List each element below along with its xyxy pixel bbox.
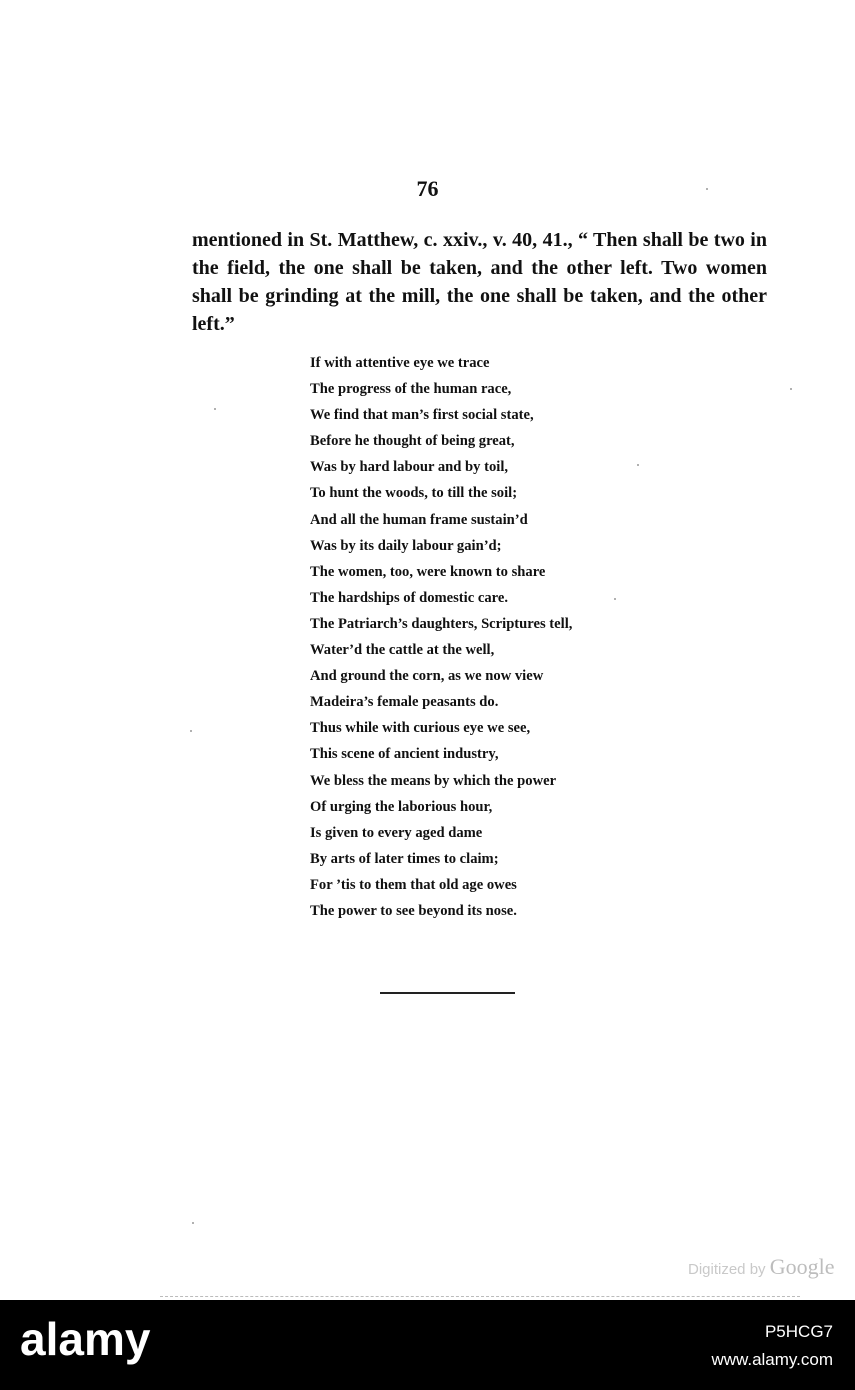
scan-speck <box>192 1222 194 1224</box>
poem-line: The women, too, were known to share <box>310 563 546 580</box>
poem-line: Was by hard labour and by toil, <box>310 459 509 476</box>
scan-speck <box>190 730 192 732</box>
poem-line: To hunt the woods, to till the soil; <box>310 485 518 502</box>
scan-speck <box>214 408 216 410</box>
poem-line: Water’d the cattle at the well, <box>310 642 495 659</box>
page-number: 76 <box>416 176 439 201</box>
scan-speck <box>790 388 792 390</box>
scan-speck <box>614 598 616 600</box>
scan-speck <box>637 464 639 466</box>
poem-line: If with attentive eye we trace <box>310 355 490 371</box>
digitized-watermark <box>688 1254 834 1280</box>
section-divider <box>380 992 515 994</box>
poem-line: Is given to every aged dame <box>310 824 483 841</box>
image-id: P5HCG7 <box>764 1322 833 1341</box>
watermark-brand: Google <box>769 1254 835 1279</box>
poem-line: Thus while with curious eye we see, <box>310 720 531 737</box>
poem-line: And all the human frame sustain’d <box>310 511 528 528</box>
poem-line: The progress of the human race, <box>310 381 512 398</box>
poem-line: Before he thought of being great, <box>310 433 515 450</box>
poem-line: The Patriarch’s daughters, Scriptures tell, <box>310 615 573 632</box>
prose-paragraph <box>192 226 767 338</box>
poem-line: Was by its daily labour gain’d; <box>310 537 502 554</box>
stock-footer <box>0 1300 855 1390</box>
poem-line: This scene of ancient industry, <box>310 746 499 763</box>
scan-edge <box>160 1296 800 1297</box>
poem-line: We find that man’s first social state, <box>310 407 534 424</box>
poem-line: Madeira’s female peasants do. <box>310 694 499 711</box>
scan-speck <box>706 188 708 190</box>
poem-line: We bless the means by which the power <box>310 772 557 789</box>
poem-line: By arts of later times to claim; <box>310 850 499 867</box>
poem <box>310 350 630 924</box>
watermark-prefix: Digitized by <box>688 1261 766 1278</box>
alamy-logo: alamy <box>20 1313 151 1365</box>
site-url: www.alamy.com <box>711 1350 833 1369</box>
poem-line: Of urging the laborious hour, <box>310 798 493 815</box>
poem-line: The hardships of domestic care. <box>310 589 508 606</box>
prose-text: mentioned in St. Matthew, c. xxiv., v. 40, 41., “ Then shall be two in the field, the one shall be taken, and the other left. Two women shall be grinding at the mill, the one shall be taken, and the other left.” <box>192 229 767 335</box>
poem-line: For ’tis to them that old age owes <box>310 876 517 893</box>
poem-line: And ground the corn, as we now view <box>310 668 544 685</box>
poem-line: The power to see beyond its nose. <box>310 902 517 919</box>
